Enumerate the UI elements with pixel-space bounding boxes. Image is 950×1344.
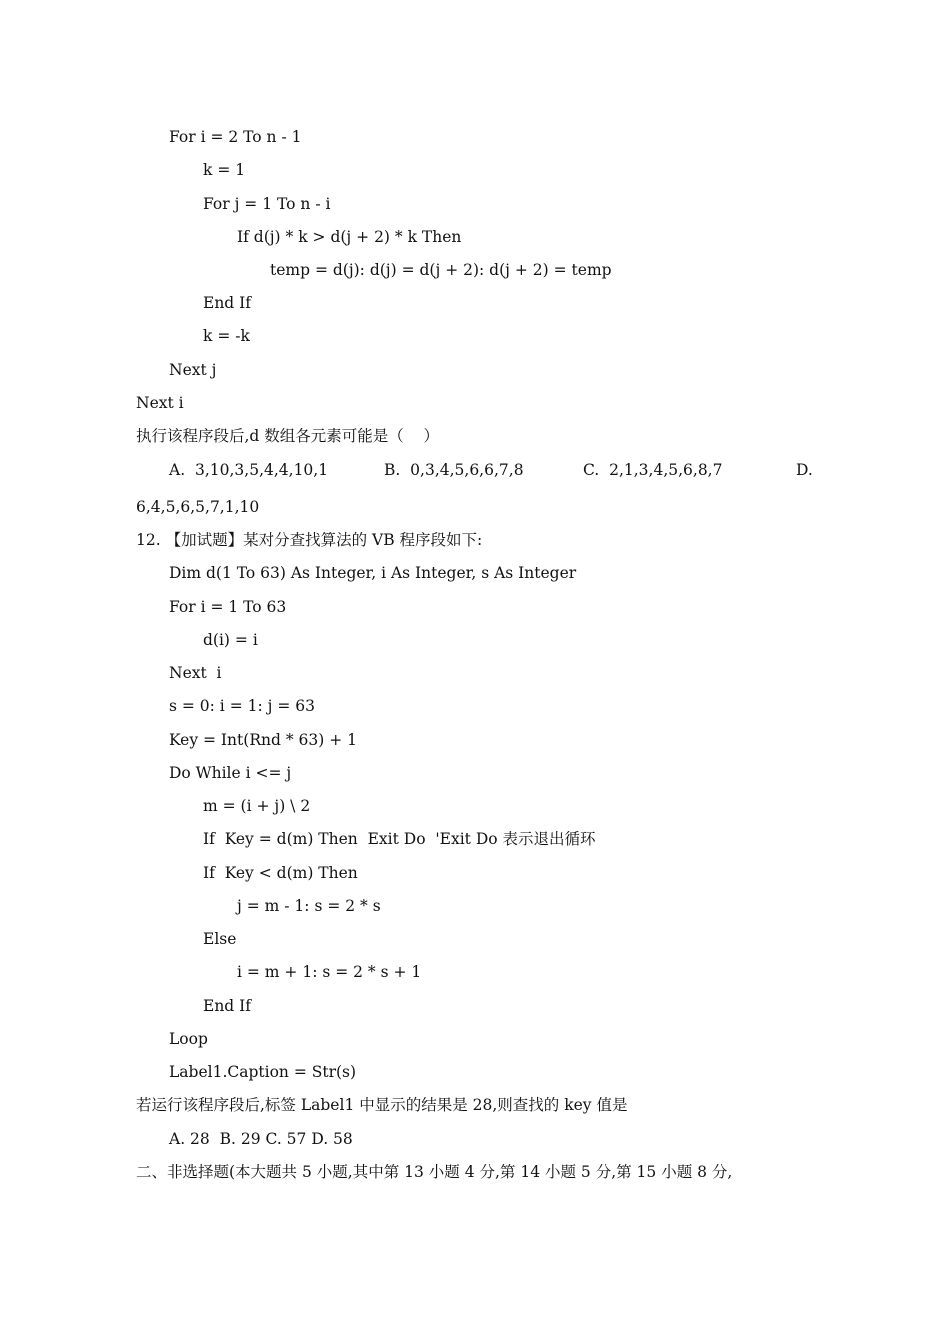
code-line: End If	[203, 294, 252, 312]
section-heading: 二、非选择题(本大题共 5 小题,其中第 13 小题 4 分,第 14 小题 5 分,第 15 小题 8 分,	[136, 1163, 733, 1181]
code-line: s = 0: i = 1: j = 63	[169, 697, 315, 715]
code-line: For j = 1 To n - i	[203, 195, 331, 213]
code-line: Label1.Caption = Str(s)	[169, 1063, 357, 1081]
code-line: Loop	[169, 1030, 208, 1048]
question-stem: 执行该程序段后,d 数组各元素可能是（ ）	[136, 427, 439, 445]
code-line: Key = Int(Rnd * 63) + 1	[169, 731, 357, 749]
code-line: If Key < d(m) Then	[203, 864, 358, 882]
code-line: k = 1	[203, 161, 246, 179]
code-line: k = -k	[203, 327, 250, 345]
question-stem: 若运行该程序段后,标签 Label1 中显示的结果是 28,则查找的 key 值是	[136, 1096, 628, 1114]
code-line: If Key = d(m) Then Exit Do 'Exit Do 表示退出循环	[203, 830, 596, 848]
option-d: D.	[796, 461, 813, 479]
code-line: temp = d(j): d(j) = d(j + 2): d(j + 2) = temp	[270, 261, 612, 279]
code-line: d(i) = i	[203, 631, 258, 649]
code-line: Do While i <= j	[169, 764, 292, 782]
option-c: C. 2,1,3,4,5,6,8,7	[583, 461, 723, 479]
option-b: B. 0,3,4,5,6,6,7,8	[384, 461, 524, 479]
question-title: 12. 【加试题】某对分查找算法的 VB 程序段如下:	[136, 531, 483, 549]
option-d-continued: 6,4,5,6,5,7,1,10	[136, 498, 260, 516]
code-line: For i = 2 To n - 1	[169, 128, 302, 146]
code-line: m = (i + j) \ 2	[203, 797, 311, 815]
question-options: A. 28 B. 29 C. 57 D. 58	[169, 1130, 353, 1148]
code-line: j = m - 1: s = 2 * s	[237, 897, 381, 915]
code-line: Dim d(1 To 63) As Integer, i As Integer, s As Integer	[169, 564, 577, 582]
code-line: Next i	[136, 394, 184, 412]
code-line: For i = 1 To 63	[169, 598, 287, 616]
code-line: If d(j) * k > d(j + 2) * k Then	[237, 228, 462, 246]
code-line: Else	[203, 930, 237, 948]
code-line: End If	[203, 997, 252, 1015]
option-a: A. 3,10,3,5,4,4,10,1	[169, 461, 329, 479]
code-line: i = m + 1: s = 2 * s + 1	[237, 963, 422, 981]
code-line: Next j	[169, 361, 217, 379]
code-line: Next i	[169, 664, 222, 682]
